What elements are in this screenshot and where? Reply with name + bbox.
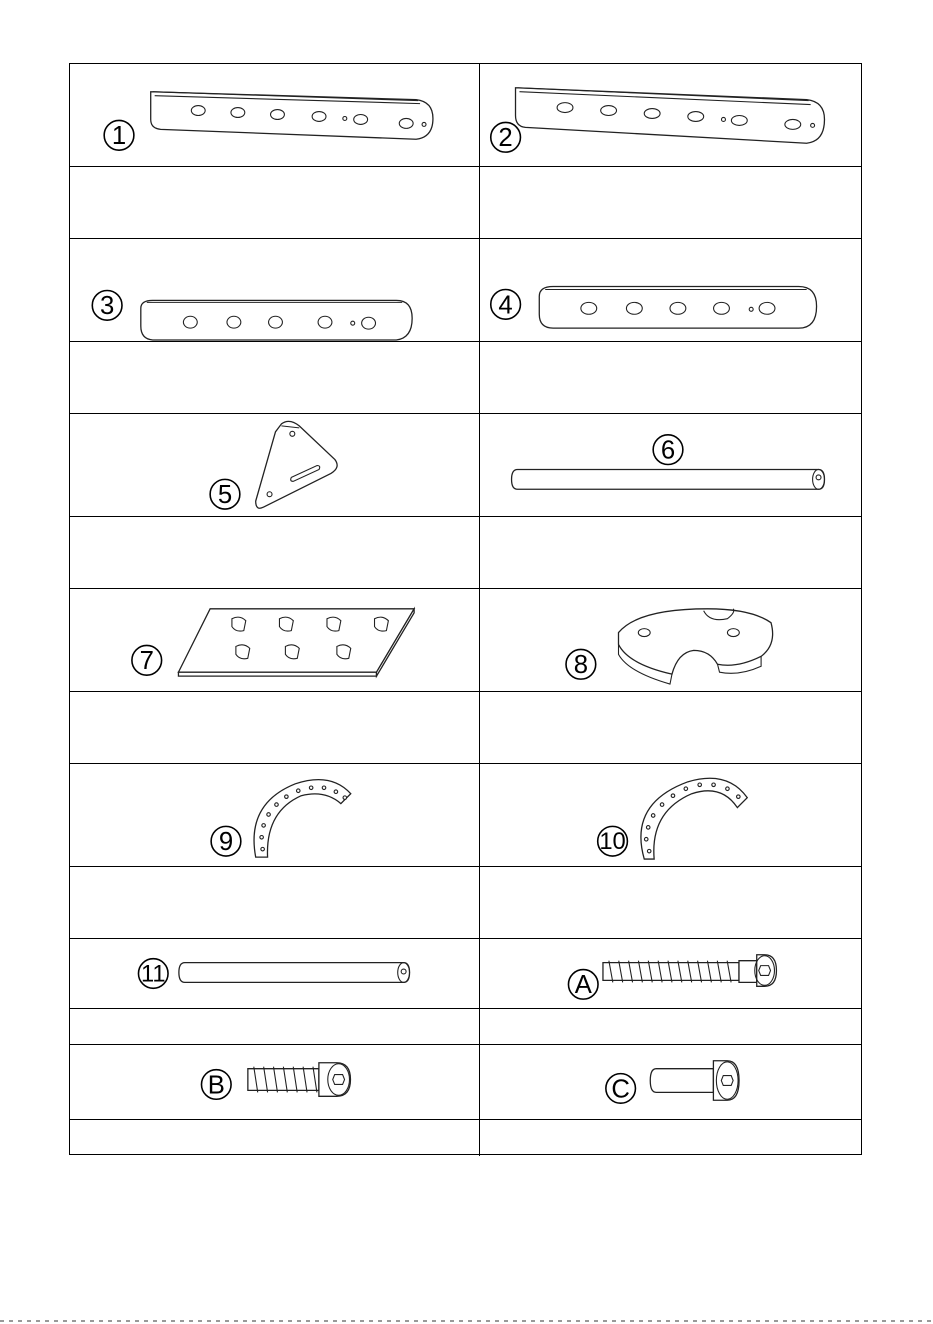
part-description-4 <box>478 342 861 413</box>
part-description-C <box>478 1120 861 1156</box>
barrel-nut-icon <box>478 1045 861 1119</box>
short-bolt-icon <box>70 1045 479 1119</box>
part-description-3 <box>70 342 480 413</box>
part-cell-5 <box>70 414 480 516</box>
part-number-5: 5 <box>217 481 233 510</box>
parts-image-row <box>70 589 861 692</box>
part-description-6 <box>478 517 861 588</box>
parts-description-row <box>70 517 861 589</box>
parts-description-row <box>70 867 861 939</box>
part-number-6: 6 <box>660 436 676 465</box>
parts-description-row <box>70 167 861 239</box>
part-cell-7 <box>70 589 480 691</box>
part-cell-2 <box>478 64 861 166</box>
parts-list-table <box>69 63 862 1155</box>
parts-description-row <box>70 1120 861 1156</box>
short-slotted-bar-icon <box>70 239 479 341</box>
part-cell-6 <box>478 414 861 516</box>
part-cell-B <box>70 1045 480 1119</box>
tube-icon <box>478 414 861 516</box>
parts-image-row <box>70 64 861 167</box>
part-number-11: 11 <box>140 961 166 988</box>
part-description-9 <box>70 867 480 938</box>
long-slotted-bar-icon <box>478 64 861 166</box>
part-number-10: 10 <box>599 828 626 856</box>
part-description-11 <box>70 1009 480 1044</box>
parts-description-row <box>70 692 861 764</box>
short-slotted-bar-icon <box>478 239 861 341</box>
part-number-1: 1 <box>111 122 127 151</box>
parts-image-row <box>70 1045 861 1120</box>
parts-image-row <box>70 239 861 342</box>
parts-description-row <box>70 1009 861 1045</box>
part-cell-11 <box>70 939 480 1008</box>
part-description-10 <box>478 867 861 938</box>
part-cell-A <box>478 939 861 1008</box>
parts-image-row <box>70 414 861 517</box>
part-cell-8 <box>478 589 861 691</box>
part-cell-C <box>478 1045 861 1119</box>
curved-block-icon <box>478 589 861 691</box>
part-cell-4 <box>478 239 861 341</box>
part-cell-1 <box>70 64 480 166</box>
part-letter-C: C <box>611 1075 630 1104</box>
flat-panel-icon <box>70 589 479 691</box>
long-slotted-bar-icon <box>70 64 479 166</box>
part-letter-B: B <box>207 1071 225 1100</box>
part-description-B <box>70 1120 480 1156</box>
part-description-A <box>478 1009 861 1044</box>
part-description-7 <box>70 692 480 763</box>
triangular-plate-icon <box>70 414 479 516</box>
part-number-7: 7 <box>139 647 154 676</box>
part-number-2: 2 <box>498 124 513 153</box>
part-description-8 <box>478 692 861 763</box>
part-description-5 <box>70 517 480 588</box>
page-edge-dotted-line <box>0 1320 933 1322</box>
part-number-9: 9 <box>218 828 234 857</box>
arc-bracket-icon <box>70 764 479 866</box>
parts-image-row <box>70 939 861 1009</box>
arc-bracket-icon <box>478 764 861 866</box>
part-number-8: 8 <box>573 651 589 680</box>
part-description-1 <box>70 167 480 238</box>
part-number-4: 4 <box>498 291 513 320</box>
part-number-3: 3 <box>99 292 115 321</box>
part-cell-3 <box>70 239 480 341</box>
part-description-2 <box>478 167 861 238</box>
parts-description-row <box>70 342 861 414</box>
part-letter-A: A <box>574 971 592 1000</box>
part-cell-10 <box>478 764 861 866</box>
tube-icon <box>70 939 479 1008</box>
parts-image-row <box>70 764 861 867</box>
long-screw-icon <box>478 939 861 1008</box>
part-cell-9 <box>70 764 480 866</box>
